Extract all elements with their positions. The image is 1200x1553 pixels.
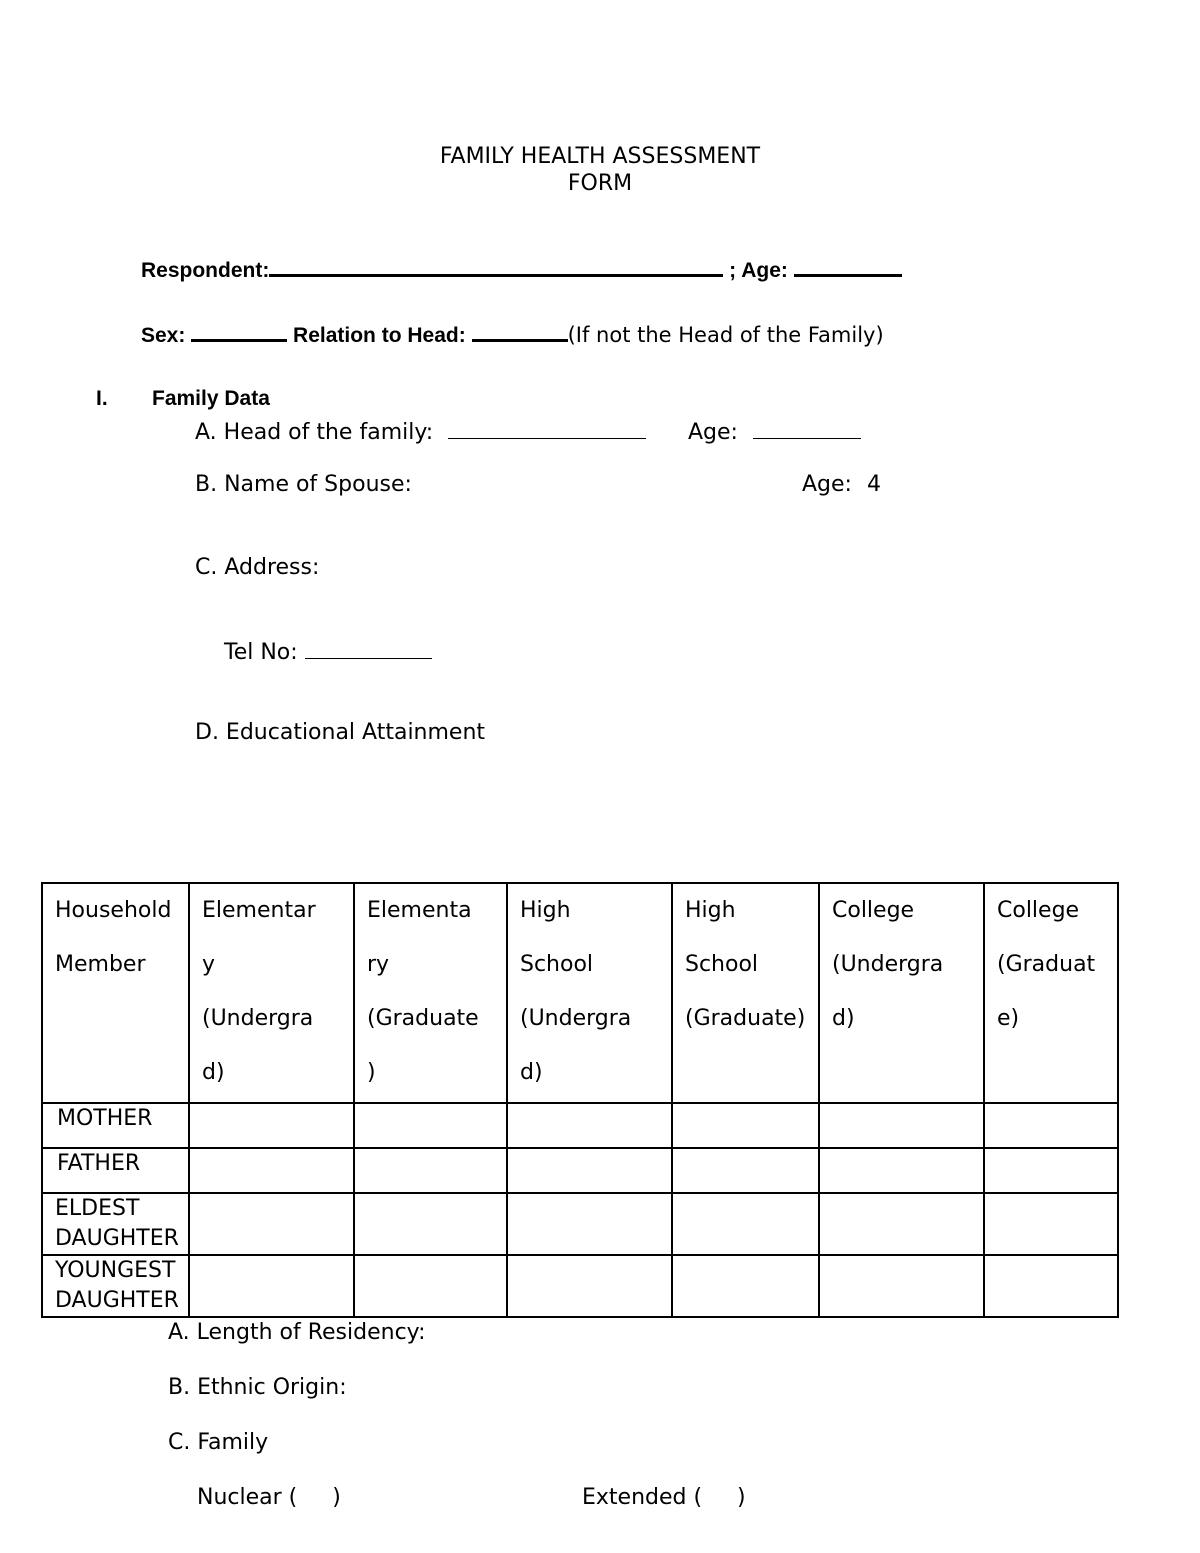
- section1-number: I.: [96, 387, 108, 410]
- relation-label: Relation to Head:: [293, 324, 466, 347]
- address-label: C. Address:: [195, 555, 320, 580]
- table-cell[interactable]: [189, 1255, 354, 1317]
- respondent-field[interactable]: [269, 256, 723, 277]
- table-cell[interactable]: [672, 1193, 819, 1255]
- sex-row: [141, 321, 884, 346]
- header-highschool-graduate: High School (Graduate): [672, 883, 819, 1103]
- header-household-member: Household Member: [42, 883, 189, 1103]
- table-row-youngest-daughter: [42, 1255, 1118, 1317]
- respondent-row: [141, 256, 902, 281]
- ethnic-origin-label: B. Ethnic Origin:: [168, 1375, 347, 1400]
- section1-heading: Family Data: [152, 387, 270, 410]
- form-title-line1: FAMILY HEALTH ASSESSMENT: [439, 144, 761, 169]
- row-label-youngest-daughter: YOUNGEST DAUGHTER: [42, 1255, 189, 1317]
- header-elementary-undergrad: Elementar y (Undergra d): [189, 883, 354, 1103]
- table-cell[interactable]: [819, 1148, 984, 1193]
- table-cell[interactable]: [354, 1148, 507, 1193]
- relation-note: (If not the Head of the Family): [567, 323, 884, 347]
- form-title-line2: FORM: [567, 171, 633, 196]
- table-cell[interactable]: [672, 1148, 819, 1193]
- table-cell[interactable]: [507, 1193, 672, 1255]
- table-cell[interactable]: [819, 1103, 984, 1148]
- table-row-father: [42, 1148, 1118, 1193]
- head-age-field[interactable]: [753, 420, 861, 439]
- education-label: D. Educational Attainment: [195, 720, 486, 745]
- header-elementary-graduate: Elementa ry (Graduate ): [354, 883, 507, 1103]
- sex-label: Sex:: [141, 324, 186, 347]
- sex-field[interactable]: [191, 321, 287, 342]
- table-cell[interactable]: [819, 1193, 984, 1255]
- table-cell[interactable]: [189, 1193, 354, 1255]
- table-cell[interactable]: [984, 1255, 1118, 1317]
- table-row-mother: [42, 1103, 1118, 1148]
- family-type-label: C. Family: [168, 1430, 269, 1455]
- head-row: [195, 420, 646, 444]
- spouse-age-value: 4: [866, 472, 881, 497]
- relation-field[interactable]: [472, 321, 568, 342]
- education-table: [41, 882, 1119, 1318]
- table-cell[interactable]: [819, 1255, 984, 1317]
- nuclear-option[interactable]: Nuclear ( ): [197, 1485, 341, 1510]
- table-cell[interactable]: [354, 1255, 507, 1317]
- head-age-row: [688, 420, 861, 444]
- table-cell[interactable]: [984, 1103, 1118, 1148]
- tel-row: [224, 640, 432, 664]
- table-cell[interactable]: [672, 1255, 819, 1317]
- table-row-eldest-daughter: [42, 1193, 1118, 1255]
- table-cell[interactable]: [672, 1103, 819, 1148]
- tel-label: Tel No:: [224, 640, 298, 665]
- head-label: A. Head of the family:: [195, 420, 434, 445]
- respondent-age-field[interactable]: [794, 256, 902, 277]
- respondent-label: Respondent:: [141, 259, 270, 282]
- spouse-age-row: [802, 474, 881, 496]
- row-label-mother: MOTHER: [42, 1103, 189, 1148]
- table-header-row: [42, 883, 1118, 1103]
- table-cell[interactable]: [507, 1148, 672, 1193]
- respondent-age-label: ; Age:: [729, 259, 788, 282]
- table-cell[interactable]: [984, 1193, 1118, 1255]
- header-college-undergrad: College (Undergra d): [819, 883, 984, 1103]
- spouse-age-label: Age:: [802, 472, 852, 497]
- table-cell[interactable]: [507, 1255, 672, 1317]
- tel-field[interactable]: [305, 640, 432, 659]
- header-college-graduate: College (Graduat e): [984, 883, 1118, 1103]
- extended-option[interactable]: Extended ( ): [582, 1485, 746, 1510]
- row-label-father: FATHER: [42, 1148, 189, 1193]
- head-age-label: Age:: [688, 420, 738, 445]
- head-field[interactable]: [448, 420, 646, 439]
- spouse-label: B. Name of Spouse:: [195, 472, 412, 497]
- table-cell[interactable]: [354, 1103, 507, 1148]
- table-cell[interactable]: [354, 1193, 507, 1255]
- table-cell[interactable]: [189, 1148, 354, 1193]
- table-cell[interactable]: [507, 1103, 672, 1148]
- residency-label: A. Length of Residency:: [168, 1320, 426, 1345]
- row-label-eldest-daughter: ELDEST DAUGHTER: [42, 1193, 189, 1255]
- table-cell[interactable]: [984, 1148, 1118, 1193]
- table-cell[interactable]: [189, 1103, 354, 1148]
- header-highschool-undergrad: High School (Undergra d): [507, 883, 672, 1103]
